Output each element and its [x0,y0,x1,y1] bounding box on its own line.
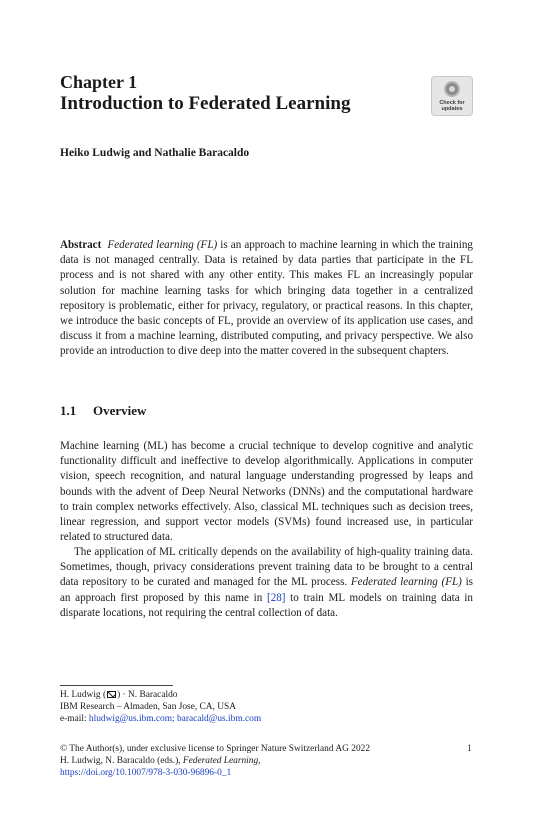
abstract-text: is an approach to machine learning in which the training data is not managed centrally. Data is retained by data parties that participate in the FL process and is not shared with any other entity. This makes FL an increasingly popular solution for machine learning tasks for which bringing data together in a centralized repository is problematic, either for privacy, regulatory, or practical reasons. In this chapter, we introduce the basic concepts of FL, provide an overview of its application use cases, and discuss it from a machine learning, distributed computing, and privacy perspective. We also provide an introduction to dive deep into the matter covered in the subsequent chapters. [60,239,473,358]
footnote-affiliation: IBM Research – Almaden, San Jose, CA, USA [60,702,237,712]
section-heading [60,403,146,419]
section-number: 1.1 [60,403,77,418]
citation-editors: H. Ludwig, N. Baracaldo (eds.), Federated Learning, [60,756,261,766]
abstract-term: Federated learning (FL) [107,239,218,251]
chapter-title: Introduction to Federated Learning [60,93,351,114]
email-link-baracaldo[interactable]: baracald@us.ibm.com [176,714,262,724]
envelope-icon [107,691,116,698]
footnote-divider [60,685,173,686]
abstract [60,238,473,360]
body-paragraph-1: Machine learning (ML) has become a crucial technique to develop cognitive and analytic functionality difficult and ineffective to develop algorithmically. Applications in computer vision, speech recognition, and natural language understanding progressed by leaps and bounds with the advent of Deep Neural Networks (DNNs) and the computational hardware to train complex networks effectively. Also, classical ML techniques such as decision trees, linear regression, and support vector models (SVMs) found increased use, in particular related to structured data. [60,440,473,544]
authors: Heiko Ludwig and Nathalie Baracaldo [60,147,250,159]
fl-term: Federated learning (FL) [350,576,462,589]
email-link-ludwig[interactable]: hludwig@us.ibm.com [88,714,173,724]
check-for-updates-badge[interactable] [431,76,473,116]
footnote-authors: H. Ludwig ( ) · N. Baracaldo [60,690,178,700]
body-paragraph-2: The application of ML critically depends on the availability of high-quality training data. Sometimes, though, privacy considerations prevent training data to be brought to a central data repository to be curated and managed for the ML process. Federated learning (FL) is an approach first proposed by this name in [28] to train ML models on training data in disparate locations, not requiring the central collection of data. [60,546,473,619]
book-title: Federated Learning [182,756,259,766]
badge-text: Check for updates [439,100,465,112]
page-number: 1 [467,744,472,754]
footnote-email: e-mail: hludwig@us.ibm.com; baracald@us.ibm.com [60,714,262,724]
section-title: Overview [93,403,147,418]
copyright-line: © The Author(s), under exclusive license to Springer Nature Switzerland AG 2022 [60,744,371,754]
doi-link[interactable]: https://doi.org/10.1007/978-3-030-96896-0_1 [60,768,232,778]
crossmark-icon [444,81,460,97]
abstract-label: Abstract [60,239,102,251]
citation-link[interactable]: [28] [267,591,286,604]
chapter-label: Chapter 1 [60,72,138,92]
